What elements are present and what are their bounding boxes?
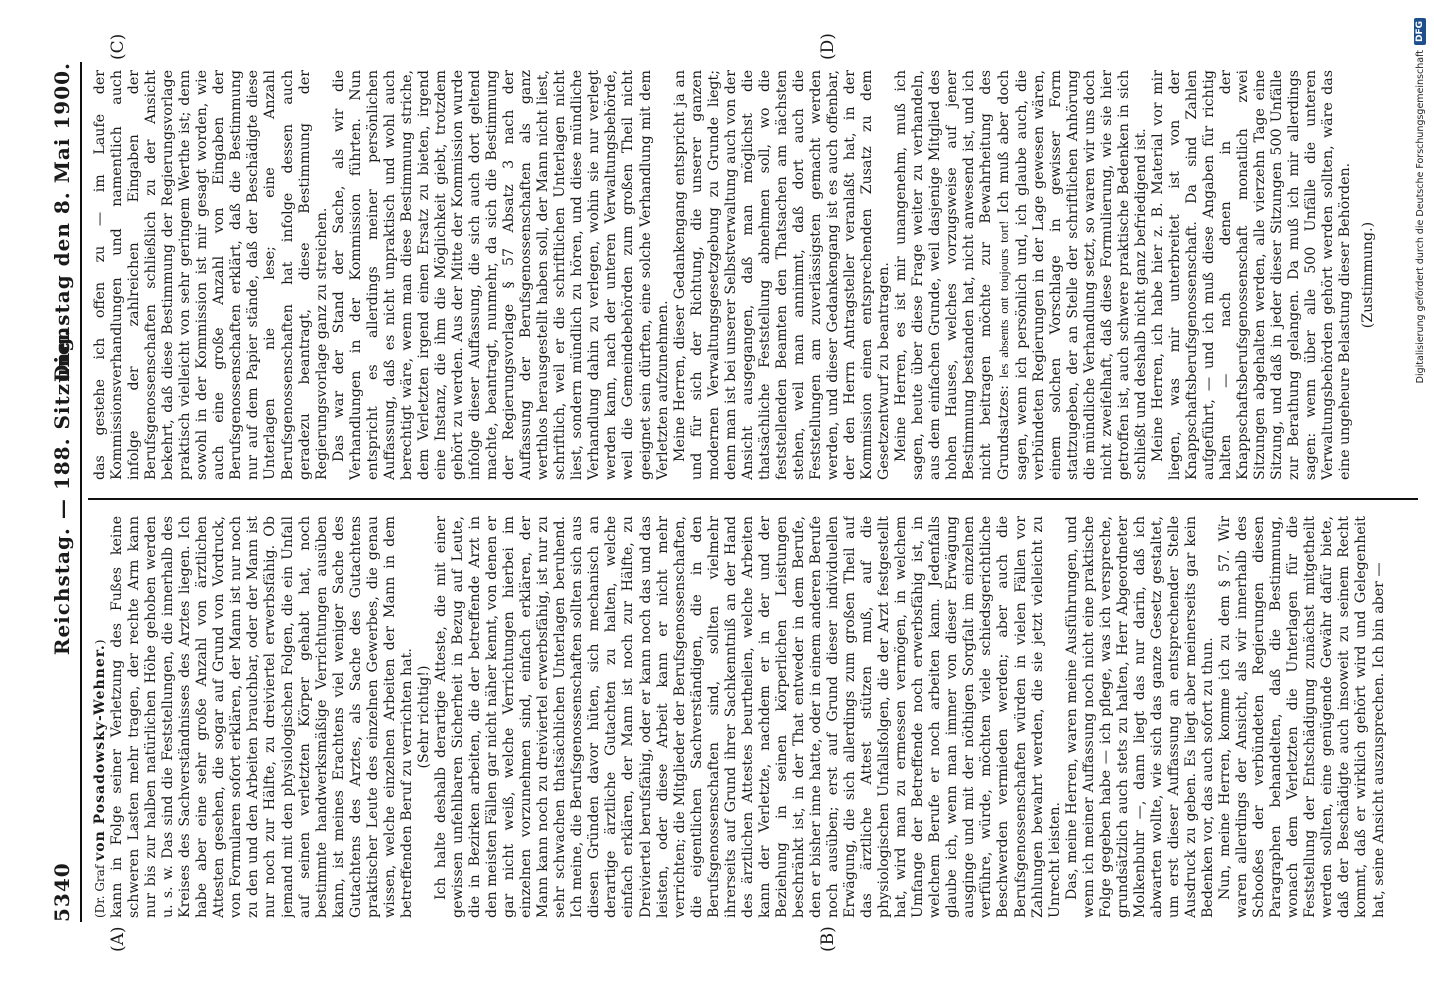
paragraph: Nun, meine Herren, komme ich zu dem § 57. Wir waren allerdings der Ansicht, als wir innerhalb des Schooßes der verbündeten Regierungen diesen Paragraphen behandelten, daß die Bestimmung, wonach dem Verletzten die Unterlagen für die Feststellung der Entschädigung zunächst mitgetheilt werden sollten, eine genügende Gewähr dafür biete, daß der Beschädigte auch insoweit zu seinem Recht kommt, daß er wirklich gehört wird und Gelegenheit hat, seine Ansicht auszusprechen. Ich bin aber — [1217,516,1387,918]
paragraph: Meine Herren, dieser Gedankengang entspricht ja an und für sich der Richtung, die unserer ganzen modernen Verwaltungsgesetzgebung zu Grunde liegt; denn man ist bei unserer Selbstverwaltung auch von der Ansicht ausgegangen, daß man möglichst die thatsächliche Feststellung abnehmen soll, wo die feststellenden Beamten den Thatsachen am nächsten stehen, weil man annimmt, daß dort auch die Feststellungen am zuverlässigsten gemacht werden werden, und dieser Gedankengang ist es auch offenbar, der den Herrn Antragsteller veranlaßt hat, in der Kommission einen entsprechenden Zusatz zu dem Gesetzentwurf zu beantragen. [671,70,893,480]
margin-marker-c: (C) [108,33,128,60]
speaker-name: von Posadowsky-Wehner. [92,644,108,861]
speaker-prefix: (Dr. Graf [93,864,107,918]
latin-quote: les absents ont toujours tort! [996,220,1012,379]
page-header [36,62,82,922]
paragraph-with-quote [893,70,1150,480]
paragraph: Ich halte deshalb derartige Atteste, die mit einer gewissen unfehlbaren Sicherheit in Bezug auf Leute, die in Bezirken arbeiten, die der betreffende Arzt in den meisten Fällen gar nicht näher kennt, von denen er gar nicht weiß, welche Verrichtungen hierbei im einzelnen vorzunehmen sind, einfach erklären, der Mann kann noch zu dreiviertel erwerbsfähig, ist nur zu sehr schwachen thatsächlichen Unterlagen beruhend. Ich meine, die Berufsgenossenschaften sollten sich aus diesen Gründen davor hüten, sich mechanisch an derartige ärztliche Gutachten zu halten, welche einfach erklären, der Mann ist noch zur Hälfte, zu Dreiviertel berufsfähig, oder er kann noch das und das leisten, oder diese Arbeit kann er nicht mehr verrichten; die Mitglieder der Berufsgenossenschaften, die eigentlichen Sachverständigen, die in den Berufsgenossenschaften sind, sollten vielmehr ihrerseits auf Grund ihrer Sachkenntniß an der Hand des ärztlichen Attestes beurtheilen, welche Arbeiten kann der Verletzte, nachdem er in der und der Beziehung in seinen körperlichen Leistungen beschränkt ist, in der That entweder in dem Berufe, den er bisher inne hatte, oder in einem anderen Berufe noch ausüben; erst auf Grund dieser individuellen Erwägung, die sich allerdings zum großen Theil auf das ärztliche Attest stützen muß, auf die physiologischen Unfallsfolgen, die der Arzt festgestellt hat, wird man zu ermessen vermögen, in welchem Umfange der Betreffende noch erwerbsfähig ist, in welchem Berufe er noch arbeiten kann. Jedenfalls glaube ich, wenn man immer von dieser Erwägung ausginge und mit der nöthigen Sorgfalt im einzelnen verführe, würde, möchten viele schiedsgerichtliche Beschwerden vermieden werden; aber auch die Berufsgenossenschaften würden in vielen Fällen vor Zahlungen bewahrt werden, die sie jetzt vielleicht zu Unrecht leisten. [432,516,1063,918]
right-text-column [92,70,1408,480]
margin-marker-b: (B) [818,926,838,952]
paragraph: Meine Herren, ich habe hier z. B. Material vor mir liegen, was mir unterbreitet ist von der Knappschaftsberufsgenossenschaft. Da sind Zahlen aufgeführt, — und ich muß diese Angaben für richtig halten — nach denen in der Knappschaftsberufsgenossenschaft monatlich zwei Sitzungen abgehalten werden, alle vierzehn Tage eine Sitzung, und daß in jeder dieser Sitzungen 500 Unfälle zur Berathung gelangen. Da muß ich mir allerdings sagen: wenn über alle 500 Unfälle die unteren Verwaltungsbehörden gehört werden sollten, wäre das eine ungeheure Belastung dieser Behörden. [1149,70,1354,480]
session-title: Reichstag. — 188. Sitzung. [50,328,74,656]
paragraph: Das war der Stand der Sache, als wir die Verhandlungen in der Kommission führten. Nun entspricht es allerdings meiner persönlichen Auffassung, daß es nicht unpraktisch und wohl auch berechtigt wäre, wenn man diese Bestimmung striche, dem Verletzten irgend einen Ersatz zu bieten, irgend eine Instanz, die ihm die Möglichkeit giebt, trotzdem gehört zu werden. Aus der Mitte der Kommission wurde infolge dieser Auffassung, die sich auch dort geltend machte, beantragt, nunmehr, da sich die Bestimmung der Regierungsvorlage § 57 Absatz 3 nach der Auffassung der Berufsgenossenschaften als ganz werthlos herausgestellt haben soll, der Mann nicht liest, schriftlich, weil er die schriftlichen Unterlagen nicht liest, sondern mündlich zu hören, und diese mündliche Verhandlung dahin zu verlegen, wohin sie nur verlegt werden kann, nach der unteren Verwaltungsbehörde, weil die Gemeindebehörden zum großen Theil nicht geeignet sein dürften, eine solche Verhandlung mit dem Verletzten aufzunehmen. [330,70,671,480]
digitization-credit: Digitalisierung gefördert durch die Deutsche Forschungsgemeinschaft [1414,50,1426,384]
page-number: 5340 [50,862,74,922]
applause-note: (Zustimmung.) [1360,221,1377,329]
left-text-column [92,516,1408,918]
paragraph: Das, meine Herren, waren meine Ausführungen, und wenn ich meiner Auffassung noch nicht eine praktische Folge gegeben habe — ich pflege, was ich verspreche, grundsätzlich auch stets zu halten, Herr Abgeordneter Molkenbuhr —, dann liegt das nur darin, daß ich abwarten wollte, wie sich das ganze Gesetz gestaltet, um erst dieser Auffassung an entsprechender Stelle Ausdruck zu geben. Es liegt aber meinerseits gar kein Bedenken vor, das auch sofort zu thun. [1063,516,1217,918]
speaker-line [92,516,109,918]
session-date: Dienstag den 8. Mai 1900. [50,62,74,382]
dfg-logo: DFG [1414,18,1426,45]
digitization-footer [1410,18,1430,982]
paragraph-text: Meine Herren, es ist mir unangenehm, muß ich sagen, heute über diese Frage weiter zu verhandeln, aus dem einfachen Grunde, weil dasjenige Mitglied des hohen Hauses, welches vorzugsweise auf jener Bestimmung bestanden hat, nicht anwesend ist, und ich nicht beitragen möchte zur Bewahrheitung des Grundsatzes: [893,70,1013,480]
margin-marker-a: (A) [108,926,128,952]
paragraph-text: Ich muß aber doch sagen, wenn ich persönlich und, ich glaube auch, die verbündeten Regierungen in der Lage gewesen wären, einem solchen Vorschlage in gewisser Form stattzugeben, der an Stelle der schriftlichen Anhörung die mündliche Verhandlung setzt, so waren wir uns doch nicht zweifelhaft, daß diese Formulierung, wie sie hier getroffen ist, auch schwere praktische Bedenken in sich schließt und deshalb nicht ganz befriedigend ist. [996,70,1149,480]
speaker-suffix: ) [93,639,107,645]
applause-note: (Sehr richtig!) [415,665,432,769]
column-divider [88,498,1418,500]
paragraph: kann in Folge seiner Verletzung des Fußes keine schweren Lasten mehr tragen, der rechte Arm kann nur bis zur halben natürlichen Höhe gehoben werden u. s. w. Das sind die Feststellungen, die innerhalb des Kreises des Sachverständnisses des Arztes liegen. Ich habe aber eine sehr große Anzahl von ärztlichen Attesten gesehen, die sogar auf Grund von Vordruck, von Formularen sofort erklären, der Mann ist nur noch zu den und den Arbeiten brauchbar, oder der Mann ist nur noch zur Hälfte, zu dreiviertel erwerbsfähig. Ob jemand mit den physiologischen Folgen, die ein Unfall auf seinen verletzten Körper gehabt hat, noch bestimmte handwerksmäßige Verrichtungen ausüben kann, ist meines Erachtens viel weniger Sache des Gutachtens des Arztes, als Sache des Gutachtens praktischer Leute des einzelnen Gewerbes, die genau wissen, welche einzelnen Arbeiten der Mann in dem betreffenden Beruf zu verrichten hat. [109,516,415,918]
paragraph: das gestehe ich offen zu — im Laufe der Kommissionsverhandlungen und namentlich auch infolge der zahlreichen Eingaben der Berufsgenossenschaften schließlich zu der Ansicht bekehrt, daß diese Bestimmung der Regierungsvorlage praktisch vielleicht von sehr geringem Werthe ist; denn sowohl in der Kommission ist mir gesagt worden, wie auch eine große Anzahl von Eingaben der Berufsgenossenschaften erklärt, daß die Bestimmung nur auf dem Papier stände, daß der Beschädigte diese Unterlagen nie lese; eine Anzahl Berufsgenossenschaften hat infolge dessen auch geradezu beantragt, diese Bestimmung der Regierungsvorlage ganz zu streichen. [92,70,330,480]
margin-marker-d: (D) [818,33,838,60]
